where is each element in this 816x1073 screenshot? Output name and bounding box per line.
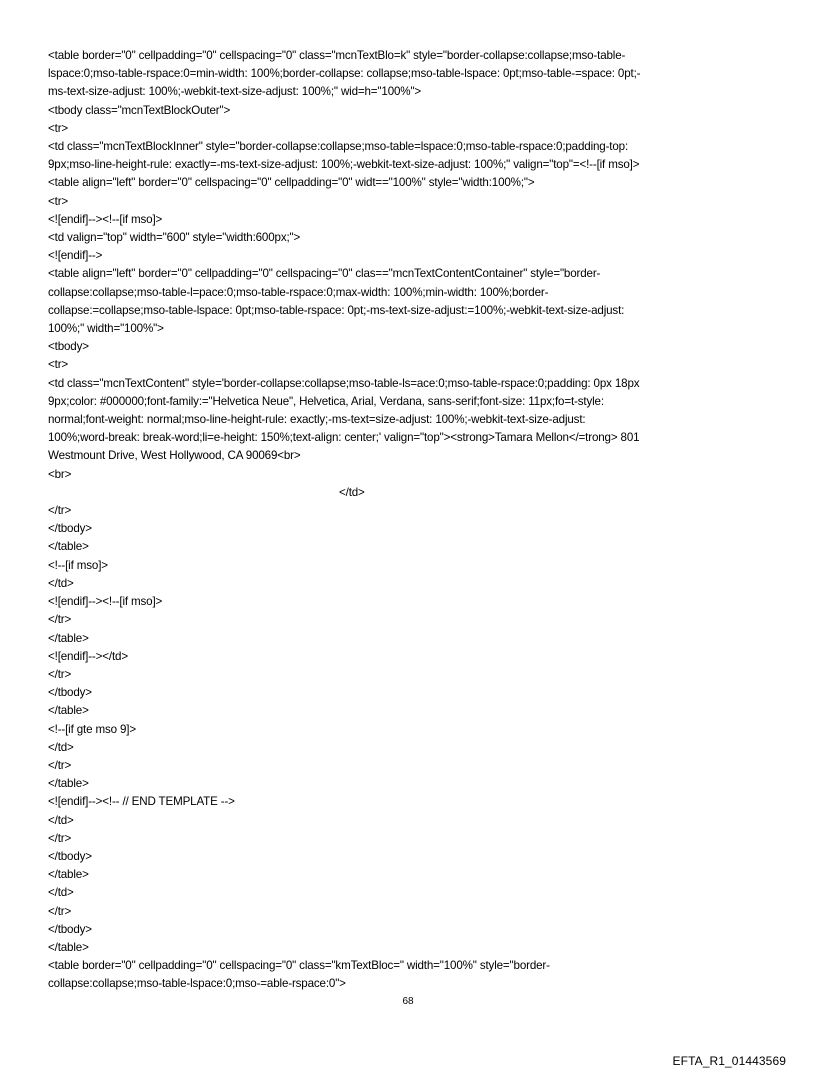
document-line: ms-text-size-adjust: 100%;-webkit-text-size-adjust: 100%;" wid=h="100%">: [48, 85, 422, 99]
document-line: <tbody class="mcnTextBlockOuter">: [48, 103, 231, 117]
document-line: 100%;word-break: break-word;li=e-height: 150%;text-align: center;' valign="top"><strong>Tamara Mellon</=trong> 801: [48, 431, 640, 445]
document-line: <table align="left" border="0" cellpadding="0" cellspacing="0" clas=="mcnTextContentContainer" style="border-: [48, 267, 601, 281]
document-line: </table>: [48, 868, 89, 882]
document-line: Westmount Drive, West Hollywood, CA 90069<br>: [48, 449, 301, 463]
document-line: </tr>: [48, 831, 72, 845]
document-line: lspace:0;mso-table-rspace:0=min-width: 100%;border-collapse: collapse;mso-table-lspace: 0pt;mso-table-=space: 0pt;-: [48, 67, 641, 81]
document-line: </td>: [48, 886, 74, 900]
document-line: </td>: [48, 576, 74, 590]
document-line: <br>: [48, 467, 72, 481]
document-line: </tr>: [48, 667, 72, 681]
document-line: </tbody>: [48, 522, 92, 536]
document-line: 9px;color: #000000;font-family:="Helvetica Neue", Helvetica, Arial, Verdana, sans-serif;font-size: 11px;fo=t-style:: [48, 394, 604, 408]
document-line: </table>: [48, 631, 89, 645]
document-line: </td>: [48, 740, 74, 754]
document-line: <![endif]--></td>: [48, 649, 128, 663]
page-number: 68: [402, 996, 414, 1007]
document-line: collapse:collapse;mso-table-lspace:0;mso-=able-rspace:0">: [48, 977, 346, 991]
document-line: </tbody>: [48, 686, 92, 700]
document-line: </td>: [48, 813, 74, 827]
document-line: <td class="mcnTextContent" style='border-collapse:collapse;mso-table-ls=ace:0;mso-table-rspace:0;padding: 0px 18px: [48, 376, 640, 390]
document-line: <!--[if mso]>: [48, 558, 108, 572]
document-line: collapse:=collapse;mso-table-lspace: 0pt;mso-table-rspace: 0pt;-ms-text-size-adjust:=100%;-webkit-text-size-adjust:: [48, 303, 625, 317]
document-line: </tr>: [48, 504, 72, 518]
document-line: <table border="0" cellpadding="0" cellspacing="0" class="mcnTextBlo=k" style="border-collapse:collapse;mso-table-: [48, 49, 626, 62]
document-line: <![endif]--><!--[if mso]>: [48, 595, 163, 609]
document-line: <td class="mcnTextBlockInner" style="border-collapse:collapse;mso-table=lspace:0;mso-table-rspace:0;padding-top:: [48, 140, 629, 154]
document-line: <![endif]--><!-- // END TEMPLATE -->: [48, 795, 235, 809]
document-line: collapse:collapse;mso-table-l=pace:0;mso-table-rspace:0;max-width: 100%;min-width: 100%;border-: [48, 285, 549, 299]
bates-number: EFTA_R1_01443569: [672, 1054, 786, 1068]
document-line: 9px;mso-line-height-rule: exactly=-ms-text-size-adjust: 100%;-webkit-text-size-adjust: 100%;" valign="top"=<!--[if mso]>: [48, 158, 640, 172]
document-line: </table>: [48, 777, 89, 791]
document-line: </tr>: [48, 904, 72, 918]
document-line: <table border="0" cellpadding="0" cellspacing="0" class="kmTextBloc=" width="100%" style="border-: [48, 959, 550, 973]
document-line: </td>: [339, 485, 365, 499]
document-line: normal;font-weight: normal;mso-line-height-rule: exactly;-ms-text=size-adjust: 100%;-webkit-text-size-adjust:: [48, 413, 586, 427]
document-line: <table align="left" border="0" cellspacing="0" cellpadding="0" widt=="100%" style="width:100%;">: [48, 176, 535, 190]
document-line: <![endif]-->: [48, 249, 103, 263]
document-line: </table>: [48, 704, 89, 718]
document-line: </tbody>: [48, 922, 92, 936]
document-line: <tr>: [48, 194, 69, 208]
document-line: </tr>: [48, 758, 72, 772]
document-line: </tbody>: [48, 849, 92, 863]
document-line: </tr>: [48, 613, 72, 627]
document-line: <tr>: [48, 121, 69, 135]
document-body: [48, 47, 778, 994]
document-line: <td valign="top" width="600" style="width:600px;">: [48, 231, 301, 245]
document-line: 100%;" width="100%">: [48, 322, 164, 336]
document-line: <tbody>: [48, 340, 89, 354]
document-line: <tr>: [48, 358, 69, 372]
document-line: <![endif]--><!--[if mso]>: [48, 212, 163, 226]
document-line: <!--[if gte mso 9]>: [48, 722, 137, 736]
document-line: </table>: [48, 940, 89, 954]
document-line: </table>: [48, 540, 89, 554]
